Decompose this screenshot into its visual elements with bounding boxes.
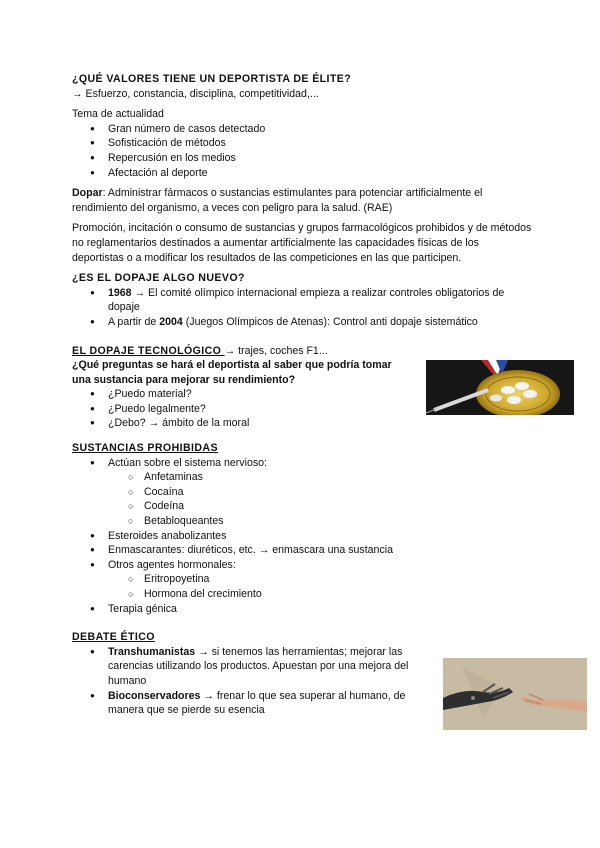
heading-debate-etico: DEBATE ÉTICO xyxy=(72,631,155,644)
list-item: ● Gran número de casos detectado xyxy=(72,122,532,137)
list-item: ● Esteroides anabolizantes xyxy=(72,529,532,544)
list-item xyxy=(72,645,412,689)
sub-list-item: ○ Anfetaminas xyxy=(72,470,532,485)
heading-tecnologico-title: EL DOPAJE TECNOLÓGICO xyxy=(72,344,225,357)
year-2004: 2004 xyxy=(159,315,183,328)
medal-pills-syringe-icon xyxy=(426,360,574,415)
dopar-definition xyxy=(72,186,532,215)
promocion-paragraph: Promoción, incitación o consumo de sustancias y grupos farmacológicos prohibidos y de métodos no reglamentarios destinados a aumentar artificialmente las capacidades físicas de los deportistas o a modificar los resultados de las competiciones en las que participen. xyxy=(72,222,532,264)
heading-dopaje-nuevo: ¿ES EL DOPAJE ALGO NUEVO? xyxy=(72,272,245,285)
item-text: → si tenemos las herramientas; mejorar las carencias utilizando los productos. Apuestan por una mejora del humano xyxy=(108,645,409,687)
list-item: ● Enmascarantes: diuréticos, etc. → enmascara una sustancia xyxy=(72,543,532,558)
heading-tecnologico-rest: → trajes, coches F1... xyxy=(224,344,328,357)
robot-human-hands-icon xyxy=(443,658,587,730)
heading-valores: ¿QUÉ VALORES TIENE UN DEPORTISTA DE ÉLITE? xyxy=(72,73,352,85)
list-item: ● Repercusión en los medios xyxy=(72,151,532,166)
item-text: → frenar lo que sea superar al humano, de manera que se pierde su esencia xyxy=(108,689,406,717)
transhumanistas-term: Transhumanistas xyxy=(108,645,196,658)
list-item: ● Sofisticación de métodos xyxy=(72,136,532,151)
sub-list-item: ○ Codeína xyxy=(72,499,532,514)
sub-list-item: ○ Eritropoyetina xyxy=(72,572,532,587)
heading-dopaje-tecnologico xyxy=(72,344,532,359)
list-item: ● Terapia génica xyxy=(72,602,532,617)
sub-list-item: ○ Cocaína xyxy=(72,485,532,500)
sub-list-item: ○ Betabloqueantes xyxy=(72,514,532,529)
sub-list-item: ○ Hormona del crecimiento xyxy=(72,587,532,602)
doping-medal-image xyxy=(426,360,574,415)
sustancias-list xyxy=(72,456,532,617)
tema-label: Tema de actualidad xyxy=(72,108,164,121)
tema-list xyxy=(72,122,532,180)
list-item xyxy=(72,689,412,718)
heading-sustancias: SUSTANCIAS PROHIBIDAS xyxy=(72,442,218,455)
dopar-def-text: : Administrar fármacos o sustancias estimulantes para potenciar artificialmente el rendimiento del organismo, a veces con peligro para la salud. (RAE) xyxy=(72,187,483,214)
deportista-question: ¿Qué preguntas se hará el deportista al saber que podría tomar una sustancia para mejorar su rendimiento? xyxy=(72,359,392,386)
list-item xyxy=(72,315,532,330)
list-item: ● ¿Debo? → ámbito de la moral xyxy=(72,416,532,431)
debate-list xyxy=(72,645,412,718)
item-prefix: A partir de xyxy=(108,315,160,328)
list-item: ● Actúan sobre el sistema nervioso: xyxy=(72,456,532,471)
year-1968: 1968 xyxy=(108,286,132,299)
list-item: ● Afectación al deporte xyxy=(72,166,532,181)
list-item: ● ¿Puedo legalmente? xyxy=(72,402,532,417)
dopaje-nuevo-list xyxy=(72,286,532,330)
valores-answer: → Esfuerzo, constancia, disciplina, competitividad,... xyxy=(72,87,319,100)
item-text: (Juegos Olímpicos de Atenas): Control anti dopaje sistemático xyxy=(182,315,478,328)
bioconservadores-term: Bioconservadores xyxy=(108,689,201,702)
list-item: ● Otros agentes hormonales: xyxy=(72,558,532,573)
dopar-term: Dopar xyxy=(72,187,103,200)
list-item: ● ¿Puedo material? xyxy=(72,387,532,402)
item-text: → El comité olímpico internacional empieza a realizar controles obligatorios de dopaje xyxy=(108,286,505,314)
list-item xyxy=(72,286,532,315)
robot-human-hands-image xyxy=(443,658,587,730)
